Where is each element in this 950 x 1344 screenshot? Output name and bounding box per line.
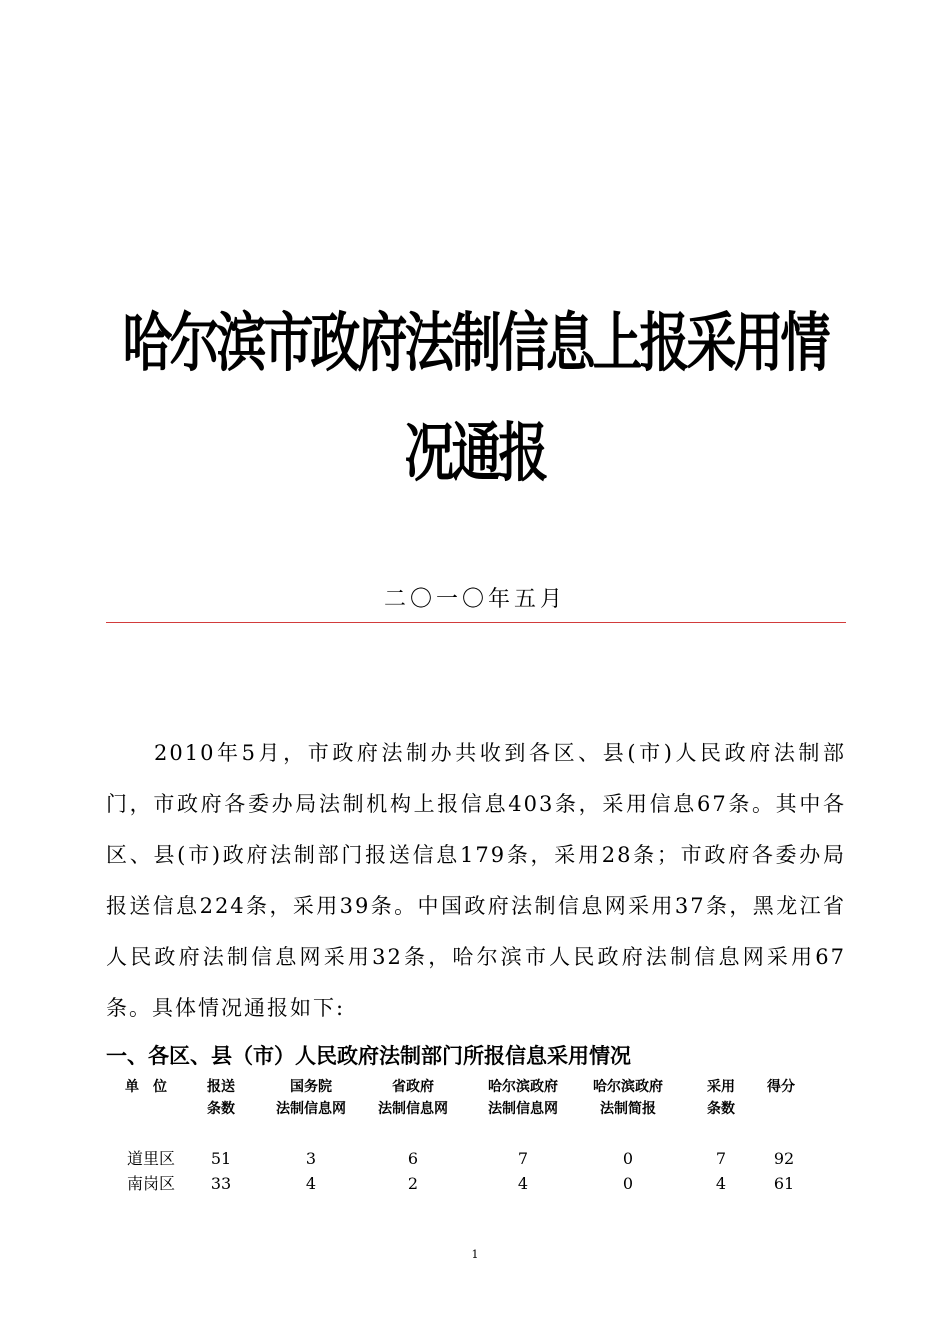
table-cell-province: 2	[407, 1174, 419, 1193]
table-cell-harbin-net: 4	[517, 1174, 529, 1193]
table-cell-state-council: 3	[305, 1149, 317, 1168]
header-harbin-brief: 哈尔滨政府	[593, 1079, 663, 1095]
header-adopted: 采用	[707, 1079, 735, 1095]
table-cell-unit: 南岗区	[126, 1174, 175, 1193]
table-cell-adopted: 4	[715, 1174, 727, 1193]
header-state-council-line2: 法制信息网	[276, 1101, 346, 1117]
section-heading: 一、各区、县（市）人民政府法制部门所报信息采用情况	[106, 1044, 631, 1068]
header-state-council: 国务院	[290, 1079, 332, 1095]
header-adopted-line2: 条数	[707, 1101, 735, 1117]
table-cell-harbin-brief: 0	[622, 1174, 634, 1193]
header-harbin-net: 哈尔滨政府	[488, 1079, 558, 1095]
page-number: 1	[471, 1248, 479, 1261]
table-cell-unit: 道里区	[126, 1149, 175, 1168]
table-cell-score: 92	[773, 1149, 795, 1168]
document-title: 哈尔滨市政府法制信息上报采用情况通报	[122, 305, 828, 491]
table-cell-submitted: 33	[210, 1174, 232, 1193]
header-submitted-line2: 条数	[207, 1101, 235, 1117]
table-cell-harbin-brief: 0	[622, 1149, 634, 1168]
header-province: 省政府	[392, 1079, 434, 1095]
title-divider	[106, 622, 846, 623]
table-cell-score: 61	[773, 1174, 795, 1193]
header-unit: 单 位	[125, 1079, 167, 1095]
table-cell-submitted: 51	[210, 1149, 232, 1168]
table-cell-state-council: 4	[305, 1174, 317, 1193]
header-province-line2: 法制信息网	[378, 1101, 448, 1117]
header-harbin-net-line2: 法制信息网	[488, 1101, 558, 1117]
table-cell-province: 6	[407, 1149, 419, 1168]
summary-paragraph: 2010年5月，市政府法制办共收到各区、县(市)人民政府法制部门，市政府各委办局法制机构上报信息403条，采用信息67条。其中各区、县(市)政府法制部门报送信息179条，采用28条；市政府各委办局报送信息224条，采用39条。中国政府法制信息网采用37条，黑龙江省人民政府法制信息网采用32条，哈尔滨市人民政府法制信息网采用67条。具体情况通报如下:	[106, 741, 846, 1020]
table-cell-adopted: 7	[715, 1149, 727, 1168]
document-date: 二〇一〇年五月	[383, 587, 566, 612]
header-submitted: 报送	[207, 1079, 235, 1095]
header-score: 得分	[767, 1079, 795, 1095]
header-harbin-brief-line2: 法制简报	[600, 1101, 656, 1117]
table-cell-harbin-net: 7	[517, 1149, 529, 1168]
